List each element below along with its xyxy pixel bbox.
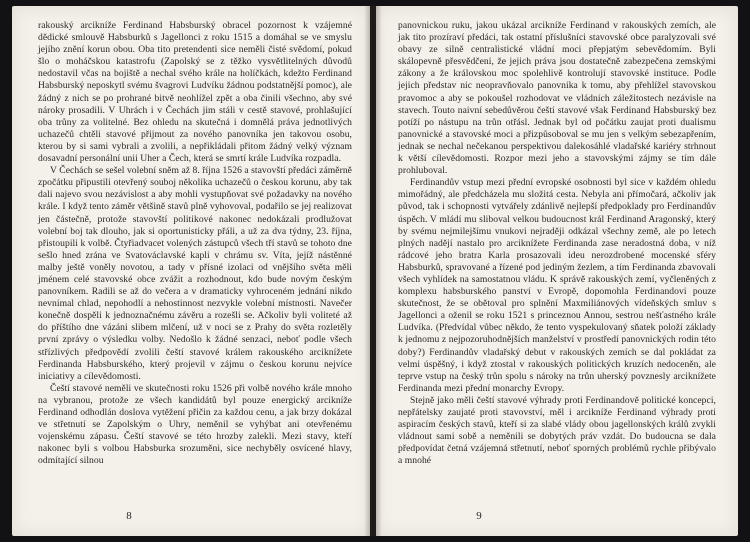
- paragraph: Čeští stavové neměli ve skutečnosti roku 1526 při volbě nového krále mnoho na vybranou, protože ze všech kandidátů byl pouze energický arcikníže Ferdinand odhodlán doslova vytěžení přičin za každou cenu, a jak brzy dokázal ve střetnutí se Zapolským o Uhry, neměnil se vyhýbat ani otevřenému vojenskému zápasu. Čeští stavové se této hrozby zalekli. Mezi stavy, kteří nakonec byli s volbou Habsburka srozuměni, sice nechyběly osvícené hlavy, odmítající silnou: [38, 382, 352, 467]
- right-page-text: [398, 20, 716, 467]
- paragraph: Stejně jako měli čeští stavové výhrady proti Ferdinandově politické koncepci, nepřátelsky zaujaté proti stavovství, měl i arcikníže Ferdinand výhrady proti aspiracím českých stavů, kteří si za slabé vlády obou jagellonských králů zvykli vládnout sami sobě a neměnili se dobytých práv vzdát. Do budoucna se dala předpovídat četná vzájemná střetnutí, neboť sporných problémů rychle přibývalo a mnohé: [398, 394, 716, 467]
- page-number: 8: [126, 510, 132, 522]
- right-page: [376, 6, 738, 536]
- left-page: [12, 6, 370, 536]
- paragraph: rakouský arcikníže Ferdinand Habsburský obracel pozornost k vzájemné dědické smlouvě Habsburků s Jagellonci z roku 1515 a domáhal se ve smyslu jejího znění korun obou. Oba tito pretendenti sice neměli čisté svědomí, pokud šlo o moháčskou katastrofu (Zapolský se z těžko vysvětlitelných důvodů nedostavil včas na bojiště a nechal svého krále na holíčkách, kdežto Ferdinand Habsburský neposkytl svému švagrovi Ludvíku žádnou podstatnější pomoc), ale žádný z nich se po prohrané bitvě neohlížel zpět a oba činili všechno, aby své nároky prosadili. V Uhrách i v Čechách jim stáli v cestě stavové, prohlašující oba trůny za volitelné. Bez ohledu na skutečná i domnělá práva jednotlivých uchazečů chtěli stavové přijmout za nového panovníka jen takovou osobu, kterou by si sami vybrali a zvolili, a nepřikládali přitom žádný velký význam dosavadní personální unii Uher a Čech, která se smrtí krále Ludvíka rozpadla.: [38, 20, 352, 165]
- left-page-text: [38, 20, 352, 467]
- paragraph: panovnickou ruku, jakou ukázal arcikníže Ferdinand v rakouských zemích, ale jak tito prozíraví předáci, tak ostatní příslušníci stavovské obce paralyzovali své obavy ze silně centralistické vládní moci přepjatým sebevědomím. Byli skálopevně přesvědčeni, že jejich práva jsou dostatečně zabezpečena zemskými zákony a že královskou moc spolehlivě kontrolují stavovské instituce. Podle jejich představ nic neopravňovalo panovníka k tomu, aby přehlížel stavovskou pravomoc a aby se pokoušel rozhodovat ve vládních záležitostech nezávisle na stavech. Touto naivní sebedůvěrou čeští stavové však Ferdinand Habsburský bez potíží po nástupu na trůn otřásl. Jednak byl od počátku zaujat proti dualismu panovnické a stavovské moci a přizpůsoboval se mu jen s velkým sebezapřením, jednak se nechal nečekanou perspektivou dalekosáhlé vladařské kariéry strhnout k větší cílevědomosti. Rozpor mezi jeho a stavovskými zájmy se tím dále prohluboval.: [398, 20, 716, 177]
- paragraph: Ferdinandův vstup mezi přední evropské osobnosti byl sice v každém ohledu mimořádný, ale předcházela mu složitá cesta. Nebyla ani přímočará, ačkoliv jak původ, tak i schopnosti vytvářely zdánlivě nejlepší předpoklady pro Ferdinandův úspěch. V mládí mu sliboval velkou budoucnost král Ferdinand Aragonský, který by svému nejmilejšímu vnukovi nejraději odkázal všechny země, ale po letech plných nadějí nastalo pro arciknížete Ferdinanda zase neradostná doba, v níž rádcové jeho bratra Karla prosazovali ideu nerozdrobené mocenské sféry Habsburků, spravované a řízené pod jediným žezlem, a tím Ferdinanda zbavovali všech vyhlídek na samostatnou vládu. K správě rakouských zemí, vyčleněných z komplexu habsburského panství v Evropě, dopomohla Ferdinandovi pouze skutečnost, že se obětoval pro splnění Maxmiliánových vídeňských smluv s Jagellonci a oženil se roku 1521 s princeznou Annou, sestrou nešťastného krále Ludvíka. (Předvídal vůbec někdo, že tento vyspekulovaný sňatek položí základy k jednomu z nejpozoruhodnějších manželství v prostředí panovnických rodin této doby?) Ferdinandův vladařský debut v rakouských zemích se dal pokládat za velmi úspěšný, i když ztostal v rakouských politických kruzích nedoceněn, ale teprve vstup na český trůn spolu s nároky na trůn uherský povznesly arciknížete Ferdinanda mezi přední monarchy Evropy.: [398, 177, 716, 394]
- page-number: 9: [476, 510, 482, 522]
- paragraph: V Čechách se sešel volební sněm až 8. října 1526 a stavovští předáci záměrně zpočátku připustili otevřený souboj několika uchazečů o českou korunu, aby tak dali najevo svou nezávislost a aby mohli vystupňovat své požadavky na nového krále. I když tento záměr většině stavů plně vyhovoval, podařilo se jej realizovat jen částečně, protože stavovští politikové nakonec nedokázali prodlužovat volební boj tak dlouho, jak si oportunisticky přáli, a už za dva týdny, 23. října, přistoupili k volbě. Čtyřiadvacet volených zástupců všech tří stavů se tohoto dne sešlo hned zrána ve Svatováclavské kapli v chrámu sv. Víta, jejíž nástěnné malby ještě voněly novotou, a tady v přísné izolaci od vnějšího světa měli jménem celé stavovské obce zvážit a rozhodnout, kdo bude novým českým panovníkem. Radili se až do večera a v dramaticky vyhroceném jednání nikdo nevnímal chlad, nepohodlí a nehostinnost nezvykle volební místnosti. Navečer konečně dospěli k jednoznačnému závěru a rozešli se. Ačkoliv byli voliteté až do příštího dne vázáni slibem mlčení, už v noci se z Prahy do světa rozletěly první zprávy o výsledku volby. Nedošlo k žádné senzaci, neboť podle všech střízlivých předpovědí zvolili čeští stavové králem rakouského arciknížete Ferdinanda Habsburského, který projevil v zájmu o českou korunu nejvíce iniciativy a cílevědomosti.: [38, 165, 352, 382]
